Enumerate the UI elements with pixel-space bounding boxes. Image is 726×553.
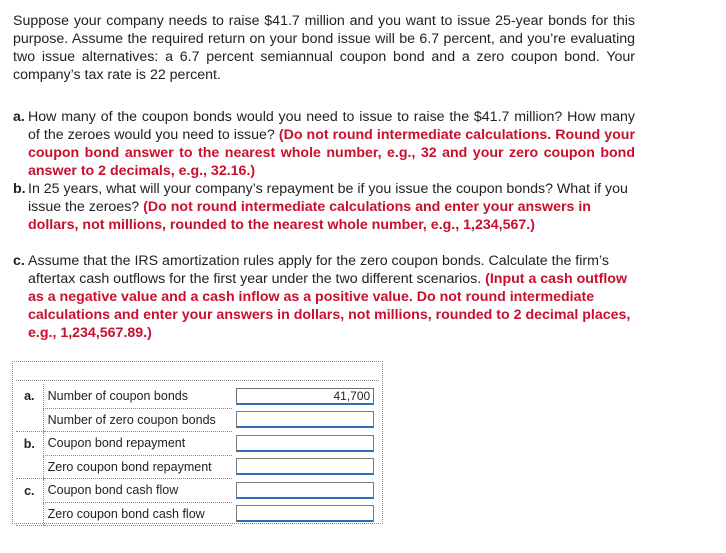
answer-grid: [16, 384, 382, 526]
row-letter: [16, 455, 43, 479]
question-instructions: (Do not round intermediate calculations and enter your answers in dollars, not millions, rounded to the nearest whole number, e.g., 1,234,567.): [28, 199, 591, 233]
row-label: Zero coupon bond cash flow: [43, 502, 232, 526]
question-body: [28, 252, 635, 342]
table-row: [16, 408, 382, 432]
row-label: Coupon bond repayment: [43, 432, 232, 456]
zero-coupon-bonds-count-input[interactable]: [236, 411, 374, 428]
row-label: Coupon bond cash flow: [43, 479, 232, 503]
question-body: [28, 180, 635, 234]
row-label: Number of zero coupon bonds: [43, 408, 232, 432]
row-letter: [16, 408, 43, 432]
question-letter: b.: [13, 181, 26, 197]
question-b: [13, 180, 635, 234]
question-instructions: (Do not round intermediate calculations. Round your coupon bond answer to the nearest whole number, e.g., 32 and your zero coupon bond answer to 2 decimals, e.g., 32.16.): [28, 127, 635, 179]
question-a: [13, 108, 635, 180]
table-row: [16, 455, 382, 479]
question-text: Assume that the IRS amortization rules apply for the zero coupon bonds. Calculate the firm’s aftertax cash outflows for the first year under the two different scenarios.: [28, 253, 609, 287]
question-text: In 25 years, what will your company’s repayment be if you issue the coupon bonds? What if you issue the zeroes?: [28, 181, 628, 215]
row-label: Number of coupon bonds: [43, 384, 232, 408]
coupon-bonds-count-input[interactable]: [236, 388, 374, 405]
table-row: [16, 502, 382, 526]
row-letter: [16, 502, 43, 526]
row-label: Zero coupon bond repayment: [43, 455, 232, 479]
zero-coupon-repayment-input[interactable]: [236, 458, 374, 475]
coupon-bond-cash-flow-input[interactable]: [236, 482, 374, 499]
question-letter: a.: [13, 109, 25, 125]
question-body: [28, 108, 635, 180]
question-instructions: (Input a cash outflow as a negative value and a cash inflow as a positive value. Do not round intermediate calculations and enter your answers in dollars, not millions, rounded to 2 decimal places, e.g., 1,234,567.89.): [28, 271, 631, 341]
coupon-bond-repayment-input[interactable]: [236, 435, 374, 452]
zero-coupon-cash-flow-input[interactable]: [236, 505, 374, 522]
table-row: [16, 479, 382, 503]
row-letter: b.: [23, 436, 35, 451]
table-row: [16, 432, 382, 456]
question-c: [13, 252, 635, 342]
problem-intro: Suppose your company needs to raise $41.7 million and you want to issue 25-year bonds for this purpose. Assume the required return on your bond issue will be 6.7 percent, and you’re evaluating two issue alternatives: a 6.7 percent semiannual coupon bond and a zero coupon bond. Your company’s tax rate is 22 percent.: [13, 13, 635, 83]
table-row: [16, 384, 382, 408]
row-letter: c.: [24, 483, 35, 498]
row-letter: a.: [24, 389, 35, 403]
question-letter: c.: [13, 253, 25, 269]
question-text: How many of the coupon bonds would you need to issue to raise the $41.7 million? How many of the zeroes would you need to issue?: [28, 109, 635, 143]
table-header-row: [16, 365, 379, 381]
answer-table: [12, 361, 383, 524]
